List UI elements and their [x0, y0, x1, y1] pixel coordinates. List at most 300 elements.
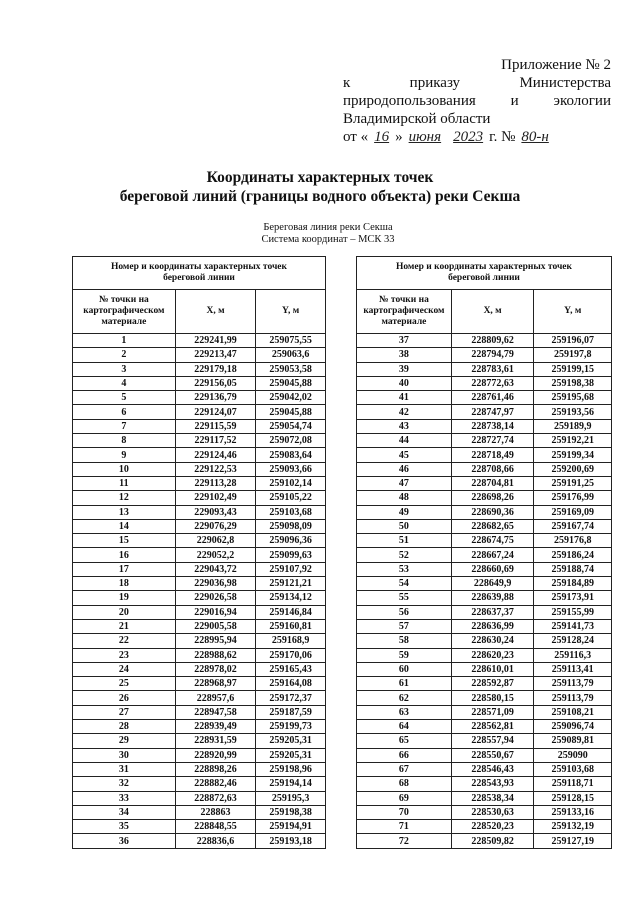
- y-coordinate: 259176,8: [534, 534, 612, 548]
- y-coordinate: 259165,43: [256, 662, 326, 676]
- table-row: [73, 362, 326, 376]
- point-number: 17: [73, 562, 176, 576]
- coordinates-table-left: [72, 256, 326, 849]
- point-number: 3: [73, 362, 176, 376]
- y-coordinate: 259083,64: [256, 448, 326, 462]
- x-coordinate: 228920,99: [175, 748, 256, 762]
- y-coordinate: 259191,25: [534, 476, 612, 490]
- x-coordinate: 229043,72: [175, 562, 256, 576]
- x-coordinate: 228698,26: [451, 491, 534, 505]
- y-coordinate: 259196,07: [534, 334, 612, 348]
- point-number: 47: [357, 476, 452, 490]
- table-row: [73, 677, 326, 691]
- table-row: [357, 705, 612, 719]
- table-row: [73, 505, 326, 519]
- point-number: 1: [73, 334, 176, 348]
- y-coordinate: 259063,6: [256, 348, 326, 362]
- point-number: 52: [357, 548, 452, 562]
- x-coordinate: 229241,99: [175, 334, 256, 348]
- x-coordinate: 229113,28: [175, 476, 256, 490]
- y-coordinate: 259133,16: [534, 805, 612, 819]
- point-number: 55: [357, 591, 452, 605]
- y-coordinate: 259090: [534, 748, 612, 762]
- table-row: [357, 376, 612, 390]
- point-number: 50: [357, 519, 452, 533]
- x-coordinate: 228718,49: [451, 448, 534, 462]
- x-coordinate: 229179,18: [175, 362, 256, 376]
- point-number: 63: [357, 705, 452, 719]
- point-number: 49: [357, 505, 452, 519]
- coordinates-table-right: [356, 256, 612, 849]
- appendix-block: [343, 56, 611, 146]
- y-coordinate: 259099,63: [256, 548, 326, 562]
- table-row: [357, 734, 612, 748]
- x-coordinate: 229213,47: [175, 348, 256, 362]
- x-coordinate: 228978,02: [175, 662, 256, 676]
- table-row: [357, 405, 612, 419]
- x-coordinate: 229136,79: [175, 391, 256, 405]
- x-coordinate: 229076,29: [175, 519, 256, 533]
- point-number: 14: [73, 519, 176, 533]
- point-number: 71: [357, 820, 452, 834]
- point-number: 18: [73, 577, 176, 591]
- handwritten-number: 80-н: [521, 129, 549, 145]
- x-coordinate: 228772,63: [451, 376, 534, 390]
- y-coordinate: 259127,19: [534, 834, 612, 848]
- point-number: 46: [357, 462, 452, 476]
- x-coordinate: 229124,46: [175, 448, 256, 462]
- y-coordinate: 259160,81: [256, 619, 326, 633]
- table-row: [73, 791, 326, 805]
- table-row: [357, 648, 612, 662]
- point-number: 48: [357, 491, 452, 505]
- table-row: [73, 334, 326, 348]
- point-number: 54: [357, 577, 452, 591]
- x-coordinate: 228809,62: [451, 334, 534, 348]
- table-row: [357, 619, 612, 633]
- point-number: 27: [73, 705, 176, 719]
- table-row: [357, 805, 612, 819]
- x-coordinate: 228520,23: [451, 820, 534, 834]
- word: Министерства: [519, 75, 611, 91]
- y-coordinate: 259194,14: [256, 777, 326, 791]
- y-coordinate: 259103,68: [534, 762, 612, 776]
- point-number: 53: [357, 562, 452, 576]
- y-coordinate: 259199,73: [256, 720, 326, 734]
- y-coordinate: 259102,14: [256, 476, 326, 490]
- y-coordinate: 259173,91: [534, 591, 612, 605]
- table-row: [73, 405, 326, 419]
- point-number: 62: [357, 691, 452, 705]
- point-number: 34: [73, 805, 176, 819]
- x-coordinate: 228988,62: [175, 648, 256, 662]
- x-coordinate: 228571,09: [451, 705, 534, 719]
- handwritten-year: 2023: [453, 129, 484, 145]
- table-row: [73, 834, 326, 848]
- document-title: [0, 168, 640, 206]
- x-coordinate: 229052,2: [175, 548, 256, 562]
- table-row: [73, 634, 326, 648]
- table-row: [73, 491, 326, 505]
- table-row: [357, 577, 612, 591]
- table-row: [357, 519, 612, 533]
- table-row: [357, 362, 612, 376]
- x-coordinate: 228939,49: [175, 720, 256, 734]
- y-coordinate: 259195,68: [534, 391, 612, 405]
- table-row: [357, 691, 612, 705]
- y-coordinate: 259184,89: [534, 577, 612, 591]
- col-header-y: Y, м: [534, 290, 612, 334]
- table-row: [357, 534, 612, 548]
- table-row: [357, 348, 612, 362]
- table-row: [73, 619, 326, 633]
- x-coordinate: 228947,58: [175, 705, 256, 719]
- point-number: 11: [73, 476, 176, 490]
- point-number: 6: [73, 405, 176, 419]
- col-header-number: № точки на картографическом материале: [357, 290, 452, 334]
- y-coordinate: 259075,55: [256, 334, 326, 348]
- col-header-number: № точки на картографическом материале: [73, 290, 176, 334]
- point-number: 10: [73, 462, 176, 476]
- point-number: 29: [73, 734, 176, 748]
- y-coordinate: 259169,09: [534, 505, 612, 519]
- x-coordinate: 228649,9: [451, 577, 534, 591]
- point-number: 57: [357, 619, 452, 633]
- x-coordinate: 228538,34: [451, 791, 534, 805]
- word: природопользования: [343, 93, 476, 109]
- table-row: [357, 462, 612, 476]
- point-number: 68: [357, 777, 452, 791]
- x-coordinate: 228738,14: [451, 419, 534, 433]
- y-coordinate: 259164,08: [256, 677, 326, 691]
- y-coordinate: 259187,59: [256, 705, 326, 719]
- subtitle-line-1: Береговая линия реки Секша: [263, 222, 393, 233]
- point-number: 58: [357, 634, 452, 648]
- x-coordinate: 228660,69: [451, 562, 534, 576]
- y-coordinate: 259132,19: [534, 820, 612, 834]
- point-number: 69: [357, 791, 452, 805]
- table-row: [357, 448, 612, 462]
- table-group-header: Номер и координаты характерных точек береговой линии: [357, 257, 612, 290]
- y-coordinate: 259172,37: [256, 691, 326, 705]
- col-header-y: Y, м: [256, 290, 326, 334]
- table-row: [73, 777, 326, 791]
- table-row: [73, 805, 326, 819]
- point-number: 65: [357, 734, 452, 748]
- table-row: [357, 634, 612, 648]
- table-row: [73, 534, 326, 548]
- table-row: [357, 334, 612, 348]
- table-row: [73, 577, 326, 591]
- point-number: 12: [73, 491, 176, 505]
- point-number: 66: [357, 748, 452, 762]
- table-row: [357, 434, 612, 448]
- y-coordinate: 259121,21: [256, 577, 326, 591]
- y-coordinate: 259188,74: [534, 562, 612, 576]
- x-coordinate: 228968,97: [175, 677, 256, 691]
- table-row: [73, 662, 326, 676]
- x-coordinate: 228995,94: [175, 634, 256, 648]
- x-coordinate: 228562,81: [451, 720, 534, 734]
- table-row: [73, 348, 326, 362]
- x-coordinate: 228727,74: [451, 434, 534, 448]
- point-number: 8: [73, 434, 176, 448]
- y-coordinate: 259194,91: [256, 820, 326, 834]
- x-coordinate: 228637,37: [451, 605, 534, 619]
- y-coordinate: 259072,08: [256, 434, 326, 448]
- y-coordinate: 259128,24: [534, 634, 612, 648]
- y-coordinate: 259146,84: [256, 605, 326, 619]
- point-number: 22: [73, 634, 176, 648]
- x-coordinate: 228872,63: [175, 791, 256, 805]
- x-coordinate: 228610,01: [451, 662, 534, 676]
- y-coordinate: 259192,21: [534, 434, 612, 448]
- x-coordinate: 229036,98: [175, 577, 256, 591]
- point-number: 7: [73, 419, 176, 433]
- x-coordinate: 228794,79: [451, 348, 534, 362]
- table-row: [73, 376, 326, 390]
- y-coordinate: 259116,3: [534, 648, 612, 662]
- table-row: [73, 820, 326, 834]
- y-coordinate: 259103,68: [256, 505, 326, 519]
- y-coordinate: 259199,15: [534, 362, 612, 376]
- x-coordinate: 228530,63: [451, 805, 534, 819]
- y-coordinate: 259128,15: [534, 791, 612, 805]
- y-coordinate: 259200,69: [534, 462, 612, 476]
- x-coordinate: 228783,61: [451, 362, 534, 376]
- y-coordinate: 259089,81: [534, 734, 612, 748]
- x-coordinate: 229156,05: [175, 376, 256, 390]
- point-number: 32: [73, 777, 176, 791]
- table-row: [73, 705, 326, 719]
- table-group-header: Номер и координаты характерных точек береговой линии: [73, 257, 326, 290]
- y-coordinate: 259093,66: [256, 462, 326, 476]
- x-coordinate: 228761,46: [451, 391, 534, 405]
- point-number: 37: [357, 334, 452, 348]
- point-number: 26: [73, 691, 176, 705]
- x-coordinate: 228543,93: [451, 777, 534, 791]
- y-coordinate: 259107,92: [256, 562, 326, 576]
- y-coordinate: 259155,99: [534, 605, 612, 619]
- point-number: 30: [73, 748, 176, 762]
- y-coordinate: 259096,36: [256, 534, 326, 548]
- document-subtitle: [0, 222, 640, 246]
- y-coordinate: 259205,31: [256, 734, 326, 748]
- x-coordinate: 228674,75: [451, 534, 534, 548]
- point-number: 51: [357, 534, 452, 548]
- x-coordinate: 228708,66: [451, 462, 534, 476]
- y-coordinate: 259045,88: [256, 376, 326, 390]
- title-line-2: береговой линий (границы водного объекта) реки Секша: [119, 188, 521, 205]
- point-number: 23: [73, 648, 176, 662]
- table-row: [73, 434, 326, 448]
- table-row: [357, 791, 612, 805]
- point-number: 72: [357, 834, 452, 848]
- y-coordinate: 259113,79: [534, 677, 612, 691]
- appendix-line-4: Владимирской области: [343, 111, 491, 127]
- table-row: [357, 562, 612, 576]
- x-coordinate: 229093,43: [175, 505, 256, 519]
- point-number: 64: [357, 720, 452, 734]
- word: к: [343, 75, 351, 91]
- y-coordinate: 259098,09: [256, 519, 326, 533]
- x-coordinate: 228546,43: [451, 762, 534, 776]
- number-label: г. №: [489, 129, 516, 145]
- point-number: 5: [73, 391, 176, 405]
- y-coordinate: 259053,58: [256, 362, 326, 376]
- word: экологии: [553, 93, 611, 109]
- table-row: [357, 476, 612, 490]
- table-row: [73, 720, 326, 734]
- word: приказу: [409, 75, 461, 91]
- appendix-number: Приложение № 2: [501, 57, 611, 73]
- y-coordinate: 259113,79: [534, 691, 612, 705]
- x-coordinate: 228704,81: [451, 476, 534, 490]
- point-number: 28: [73, 720, 176, 734]
- title-line-1: Координаты характерных точек: [206, 169, 434, 186]
- x-coordinate: 228682,65: [451, 519, 534, 533]
- appendix-line-2: [343, 74, 611, 92]
- table-row: [73, 762, 326, 776]
- point-number: 39: [357, 362, 452, 376]
- x-coordinate: 228580,15: [451, 691, 534, 705]
- table-row: [73, 519, 326, 533]
- point-number: 15: [73, 534, 176, 548]
- table-row: [73, 591, 326, 605]
- date-mid: »: [395, 129, 403, 145]
- x-coordinate: 228898,26: [175, 762, 256, 776]
- y-coordinate: 259205,31: [256, 748, 326, 762]
- handwritten-day: 16: [374, 129, 390, 145]
- table-row: [73, 462, 326, 476]
- appendix-line-3: [343, 92, 611, 110]
- table-row: [357, 834, 612, 848]
- date-prefix: от «: [343, 129, 369, 145]
- point-number: 41: [357, 391, 452, 405]
- table-row: [357, 419, 612, 433]
- point-number: 60: [357, 662, 452, 676]
- y-coordinate: 259176,99: [534, 491, 612, 505]
- y-coordinate: 259197,8: [534, 348, 612, 362]
- point-number: 21: [73, 619, 176, 633]
- x-coordinate: 228863: [175, 805, 256, 819]
- y-coordinate: 259108,21: [534, 705, 612, 719]
- x-coordinate: 228848,55: [175, 820, 256, 834]
- appendix-date-line: [343, 128, 611, 146]
- point-number: 2: [73, 348, 176, 362]
- table-row: [357, 548, 612, 562]
- x-coordinate: 228636,99: [451, 619, 534, 633]
- y-coordinate: 259170,06: [256, 648, 326, 662]
- x-coordinate: 229005,58: [175, 619, 256, 633]
- table-row: [357, 491, 612, 505]
- point-number: 59: [357, 648, 452, 662]
- point-number: 9: [73, 448, 176, 462]
- point-number: 67: [357, 762, 452, 776]
- table-row: [357, 777, 612, 791]
- table-row: [357, 748, 612, 762]
- y-coordinate: 259118,71: [534, 777, 612, 791]
- x-coordinate: 228747,97: [451, 405, 534, 419]
- point-number: 45: [357, 448, 452, 462]
- point-number: 42: [357, 405, 452, 419]
- table-row: [357, 720, 612, 734]
- handwritten-month: июня: [408, 129, 442, 145]
- x-coordinate: 228630,24: [451, 634, 534, 648]
- y-coordinate: 259199,34: [534, 448, 612, 462]
- point-number: 36: [73, 834, 176, 848]
- point-number: 35: [73, 820, 176, 834]
- y-coordinate: 259189,9: [534, 419, 612, 433]
- x-coordinate: 228639,88: [451, 591, 534, 605]
- y-coordinate: 259042,02: [256, 391, 326, 405]
- point-number: 70: [357, 805, 452, 819]
- table-row: [73, 605, 326, 619]
- col-header-x: X, м: [451, 290, 534, 334]
- x-coordinate: 229124,07: [175, 405, 256, 419]
- y-coordinate: 259134,12: [256, 591, 326, 605]
- table-row: [73, 391, 326, 405]
- x-coordinate: 228557,94: [451, 734, 534, 748]
- y-coordinate: 259198,38: [256, 805, 326, 819]
- y-coordinate: 259193,56: [534, 405, 612, 419]
- table-row: [73, 734, 326, 748]
- x-coordinate: 228667,24: [451, 548, 534, 562]
- table-row: [73, 419, 326, 433]
- col-header-x: X, м: [175, 290, 256, 334]
- x-coordinate: 229102,49: [175, 491, 256, 505]
- table-row: [357, 820, 612, 834]
- point-number: 13: [73, 505, 176, 519]
- y-coordinate: 259096,74: [534, 720, 612, 734]
- x-coordinate: 229016,94: [175, 605, 256, 619]
- table-row: [73, 476, 326, 490]
- table-row: [357, 762, 612, 776]
- table-row: [357, 662, 612, 676]
- point-number: 56: [357, 605, 452, 619]
- table-row: [73, 691, 326, 705]
- x-coordinate: 229122,53: [175, 462, 256, 476]
- point-number: 33: [73, 791, 176, 805]
- table-row: [73, 448, 326, 462]
- point-number: 38: [357, 348, 452, 362]
- x-coordinate: 229026,58: [175, 591, 256, 605]
- y-coordinate: 259198,96: [256, 762, 326, 776]
- point-number: 16: [73, 548, 176, 562]
- word: и: [510, 93, 519, 109]
- point-number: 25: [73, 677, 176, 691]
- y-coordinate: 259054,74: [256, 419, 326, 433]
- table-row: [357, 591, 612, 605]
- x-coordinate: 228620,23: [451, 648, 534, 662]
- x-coordinate: 228931,59: [175, 734, 256, 748]
- y-coordinate: 259167,74: [534, 519, 612, 533]
- table-row: [357, 505, 612, 519]
- x-coordinate: 228550,67: [451, 748, 534, 762]
- y-coordinate: 259193,18: [256, 834, 326, 848]
- point-number: 40: [357, 376, 452, 390]
- point-number: 19: [73, 591, 176, 605]
- table-row: [357, 391, 612, 405]
- table-row: [357, 605, 612, 619]
- x-coordinate: 228957,6: [175, 691, 256, 705]
- x-coordinate: 229062,8: [175, 534, 256, 548]
- point-number: 44: [357, 434, 452, 448]
- point-number: 4: [73, 376, 176, 390]
- x-coordinate: 228592,87: [451, 677, 534, 691]
- point-number: 43: [357, 419, 452, 433]
- point-number: 61: [357, 677, 452, 691]
